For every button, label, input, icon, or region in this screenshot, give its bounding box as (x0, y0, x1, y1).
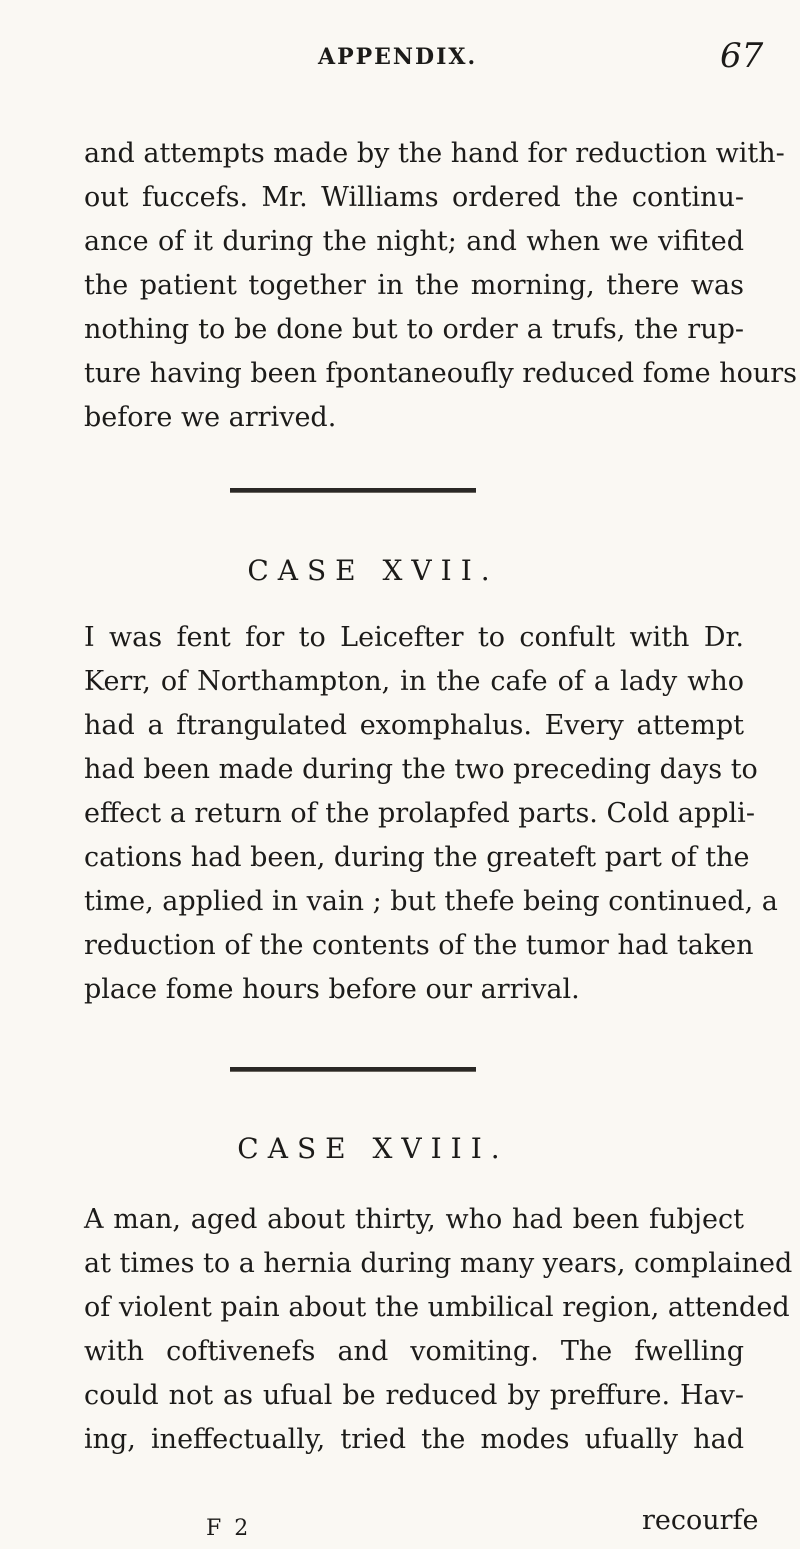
signature-mark: F 2 (206, 1516, 252, 1541)
text-line: could not as ufual be reduced by preffure. Hav- (84, 1380, 744, 1411)
running-head: APPENDIX. (318, 44, 478, 70)
catchword: recourfe (642, 1505, 759, 1536)
page-number: 67 (720, 36, 764, 76)
text-line: Kerr, of Northampton, in the cafe of a lady who (84, 666, 744, 697)
text-line: time, applied in vain ; but thefe being continued, a (84, 886, 778, 917)
text-line: nothing to be done but to order a trufs, the rup- (84, 314, 744, 345)
text-line: reduction of the contents of the tumor had taken (84, 930, 754, 961)
case-heading (0, 554, 800, 587)
paragraph-continuation (84, 132, 798, 440)
text-line: before we arrived. (84, 402, 337, 433)
text-line: I was fent for to Leicefter to confult with Dr. (84, 622, 744, 653)
case-heading-text: CASE XVIII. (237, 1132, 509, 1165)
text-line: A man, aged about thirty, who had been fubject (84, 1204, 744, 1235)
section-divider (230, 1067, 476, 1072)
text-line: out fuccefs. Mr. Williams ordered the continu- (84, 182, 744, 213)
text-line: ture having been fpontaneoufly reduced fome hours (84, 358, 798, 389)
text-line: the patient together in the morning, there was (84, 270, 744, 301)
case-17-paragraph (84, 616, 778, 1012)
text-line: place fome hours before our arrival. (84, 974, 580, 1005)
section-divider (230, 488, 476, 493)
case-heading-text: CASE XVII. (247, 554, 499, 587)
text-line: had been made during the two preceding days to (84, 754, 758, 785)
case-heading (0, 1132, 800, 1165)
case-18-paragraph (84, 1198, 793, 1462)
text-line: ing, ineffectually, tried the modes ufually had (84, 1424, 744, 1455)
text-line: and attempts made by the hand for reduction with- (84, 138, 785, 169)
text-line: effect a return of the prolapfed parts. Cold appli- (84, 798, 755, 829)
text-line: ance of it during the night; and when we vifited (84, 226, 744, 257)
text-line: of violent pain about the umbilical region, attended (84, 1292, 790, 1323)
text-line: with coftivenefs and vomiting. The fwelling (84, 1336, 744, 1367)
text-line: at times to a hernia during many years, complained (84, 1248, 793, 1279)
text-line: cations had been, during the greateft part of the (84, 842, 750, 873)
text-line: had a ftrangulated exomphalus. Every attempt (84, 710, 744, 741)
